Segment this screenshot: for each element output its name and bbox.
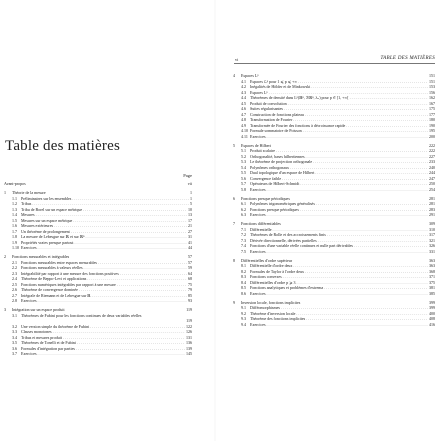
entry-page-number: 151: [429, 78, 435, 84]
entry-page-number: 59: [188, 265, 192, 270]
entry-number: 4.4: [241, 95, 246, 100]
header-rule: [234, 63, 435, 64]
entry-page-number: 200: [429, 133, 435, 139]
toc-section-entry[interactable]: [233, 249, 435, 255]
entry-page-number: 250: [429, 181, 435, 186]
entry-page-number: 180: [429, 117, 435, 122]
entry-number: 2: [4, 254, 6, 259]
entry-number: 8.1: [241, 263, 246, 268]
entry-page-number: 375: [429, 279, 435, 285]
entry-page-number: 368: [429, 268, 435, 274]
entry-page-number: 93: [188, 298, 192, 303]
running-head: TABLE DES MATIÈRES: [380, 56, 435, 61]
entry-title: Construction de fonctions plateau . . .: [250, 112, 435, 118]
entry-title: Avant-propos: [4, 181, 26, 186]
entry-number: 6.1: [241, 201, 246, 206]
entry-title: Fonctions presque périodiques . . .: [250, 207, 435, 213]
entry-title: Exercices . . .: [21, 245, 192, 251]
entry-page-number: 371: [429, 274, 435, 279]
entry-page-number: 254: [429, 186, 435, 192]
entry-title: Le théorème de projection orthogonale . . .: [250, 159, 435, 165]
entry-page-number: 64: [188, 270, 192, 276]
entry-number: 5.4: [241, 164, 246, 170]
entry-page-number: 310: [429, 226, 435, 232]
entry-title: Suites régularisantes . . .: [250, 106, 435, 112]
entry-number: 7.3: [241, 237, 246, 243]
entry-title: Fonctions mesurables à valeurs réelles . . .: [21, 265, 192, 271]
entry-number: 4.5: [241, 100, 246, 106]
entry-page-number: 131: [186, 334, 192, 340]
entry-title: Mesures sur un espace métrique . . .: [21, 218, 192, 224]
entry-title: Intégration sur un espace produit: [12, 307, 65, 312]
entry-number: 1: [4, 190, 6, 195]
entry-title: Orthogonalité, bases hilbertiennes . . .: [250, 154, 435, 160]
entry-title: Théorèmes de densité dans Lᵖ(ℝⁿ, ℬℝⁿ, λₙ) pour p ∈ [1, +∞[ . . .: [250, 95, 435, 101]
entry-page-number: 309: [429, 221, 435, 226]
entry-title: Transformée de Fourier des fonctions à décroissance rapide . . .: [250, 123, 435, 129]
entry-number: 4.8: [241, 117, 246, 122]
entry-page-number: 283: [429, 206, 435, 212]
entry-title: Exercices . . .: [250, 291, 435, 297]
entry-page-number: 381: [429, 285, 435, 290]
entry-number: 3.6: [12, 345, 17, 351]
entry-number: 2.7: [12, 292, 17, 298]
entry-title: Mesures . . .: [21, 212, 192, 218]
entry-number: 6.3: [241, 212, 246, 217]
entry-title: Théorie de la mesure: [12, 190, 46, 195]
entry-number: 3.4: [12, 334, 17, 340]
page-column-label: Page: [183, 173, 192, 178]
entry-number: 3.3: [12, 329, 17, 334]
entry-title: Différentielles d'ordre supérieur: [241, 257, 293, 263]
entry-page-number: 281: [429, 201, 435, 206]
entry-title: Intégrabilité par rapport à une mesure des fonctions positives . . .: [21, 271, 192, 277]
toc-chapter-entry[interactable]: [4, 181, 192, 187]
entry-title: Mesures extérieures . . .: [21, 223, 192, 229]
entry-title: Fonctions analytiques et problèmes d'extrema . . .: [250, 285, 435, 291]
entry-title: Produit scalaire . . .: [250, 148, 435, 154]
entry-number: 3.2: [12, 323, 17, 329]
entry-number: 8.2: [241, 268, 246, 274]
entry-title: Préliminaires sur les ensembles . . .: [21, 196, 192, 202]
entry-page-number: 119: [186, 307, 192, 312]
entry-page-number: 44: [188, 245, 192, 250]
entry-title: Inégalités de Hölder et de Minkowski . . .: [250, 84, 435, 90]
entry-title: Espaces Lᵖ . . .: [250, 90, 435, 96]
entry-title: Théorème de convergence dominée . . .: [21, 287, 192, 293]
entry-number: 1.4: [12, 212, 17, 217]
entry-title: Polynômes orthogonaux . . .: [250, 165, 435, 171]
entry-title: Exercices . . .: [250, 212, 435, 218]
entry-title: Transformation de Fourier . . .: [250, 117, 435, 123]
entry-title: Théorèmes de Rolle et des accroissements finis . . .: [250, 232, 435, 238]
toc-section-entry[interactable]: [4, 245, 192, 251]
entry-page-number: 175: [429, 106, 435, 111]
entry-title: Tribus . . .: [21, 201, 192, 207]
entry-title: Différentielle d'ordre deux . . .: [250, 263, 435, 269]
entry-page-number: 119: [186, 318, 192, 323]
entry-number: 2.4: [12, 276, 17, 281]
entry-title: Dérivée directionnelle, dérivées partielles . . .: [250, 238, 435, 244]
toc-list-left: [4, 181, 192, 357]
toc-section-entry[interactable]: [4, 298, 192, 304]
entry-number: 7.4: [241, 243, 246, 248]
entry-title: Fonctions différentiables: [241, 221, 281, 226]
entry-page-number: 400: [429, 310, 435, 316]
entry-title: Théorèmes de Tonelli et de Fubini . . .: [21, 340, 192, 346]
entry-page-number: 227: [429, 153, 435, 159]
entry-number: 1.5: [12, 217, 17, 223]
entry-number: 4: [233, 73, 235, 78]
entry-number: 3.1: [12, 312, 17, 318]
entry-number: 8: [233, 257, 235, 263]
entry-page-number: 240: [429, 164, 435, 170]
entry-page-number: 156: [429, 89, 435, 95]
entry-page-number: 126: [186, 329, 192, 334]
entry-number: 8.5: [241, 285, 246, 290]
entry-title: Formule sommatoire de Poisson . . .: [250, 128, 435, 134]
entry-number: 1.3: [12, 206, 17, 212]
entry-page-number: vii: [187, 181, 192, 186]
entry-number: 1.9: [12, 239, 17, 245]
entry-number: 1.10: [12, 245, 19, 250]
entry-number: 5.8: [241, 186, 246, 192]
entry-page-number: 399: [429, 305, 435, 310]
entry-page-number: 177: [429, 111, 435, 117]
entry-page-number: 222: [429, 142, 435, 148]
entry-page-number: 399: [429, 299, 435, 305]
entry-title: Polynômes trigonométriques généralisés . . .: [250, 201, 435, 207]
entry-title: Propriétés vraies presque partout . . .: [21, 240, 192, 246]
entry-number: 5.7: [241, 181, 246, 186]
toc-section-entry[interactable]: [4, 351, 192, 357]
entry-page-number: 85: [188, 292, 192, 298]
entry-page-number: 5: [190, 201, 192, 206]
entry-page-number: 222: [429, 148, 435, 153]
entry-page-number: 167: [429, 100, 435, 106]
entry-page-number: 136: [186, 340, 192, 345]
entry-number: 9.3: [241, 316, 246, 321]
entry-title: Difféomorphismes . . .: [250, 305, 435, 311]
entry-number: 2.3: [12, 270, 17, 276]
entry-page-number: 139: [186, 345, 192, 351]
entry-page-number: 68: [188, 276, 192, 281]
left-page: [0, 0, 200, 441]
entry-page-number: 331: [429, 248, 435, 254]
entry-number: 4.7: [241, 111, 246, 117]
entry-number: 4.2: [241, 84, 246, 89]
entry-title: Théorème d'inversion locale . . .: [250, 311, 435, 317]
entry-title: Théorème de Beppo-Levi et applications . . .: [21, 276, 192, 282]
entry-number: 3: [4, 307, 6, 312]
entry-page-number: 21: [188, 223, 192, 228]
entry-title: Une version simple du théorème de Fubini . . .: [21, 324, 192, 330]
entry-title: Fonctions mesurables entre espaces mesurables . . .: [21, 260, 192, 266]
toc-section-entry[interactable]: [233, 187, 435, 193]
entry-page-number: 233: [429, 159, 435, 164]
entry-page-number: 27: [188, 228, 192, 234]
entry-page-number: 79: [188, 287, 192, 292]
entry-number: 9.2: [241, 310, 246, 316]
entry-page-number: 363: [429, 263, 435, 268]
entry-title: Convergence faible . . .: [250, 176, 435, 182]
entry-number: 3.7: [12, 351, 17, 356]
entry-number: 7.1: [241, 226, 246, 232]
entry-page-number: 244: [429, 170, 435, 175]
book-gutter: [214, 0, 216, 441]
entry-number: 7.5: [241, 248, 246, 254]
toc-section-entry[interactable]: [4, 313, 192, 324]
entry-title: Fonctions presque périodiques: [241, 195, 290, 201]
entry-title: Exercices . . .: [21, 298, 192, 304]
entry-number: 6: [233, 195, 235, 201]
entry-title: Différentielles d'ordre p ⩾ 3 . . .: [250, 280, 435, 286]
entry-number: 1.6: [12, 223, 17, 228]
entry-number: 5.3: [241, 159, 246, 164]
entry-number: 5.6: [241, 175, 246, 181]
entry-number: 8.4: [241, 279, 246, 285]
entry-number: 1.7: [12, 228, 17, 234]
entry-title: Exercices . . .: [250, 187, 435, 193]
entry-title: Inversion locale, fonctions implicites: [241, 299, 301, 305]
entry-number: 4.11: [241, 133, 248, 139]
entry-page-number: 416: [429, 321, 435, 327]
toc-list-right: [233, 73, 435, 327]
entry-page-number: 151: [429, 73, 435, 78]
entry-number: 7.2: [241, 232, 246, 237]
entry-title: Exercices . . .: [250, 322, 435, 328]
entry-page-number: 31: [188, 234, 192, 239]
entry-title: Tribus et mesures produit . . .: [21, 335, 192, 341]
entry-number: 8.3: [241, 274, 246, 279]
entry-page-number: 321: [429, 237, 435, 243]
entry-page-number: 326: [429, 243, 435, 248]
entry-number: 4.3: [241, 89, 246, 95]
entry-title: Produit de convolution . . .: [250, 101, 435, 107]
entry-title: Différentielle . . .: [250, 227, 435, 233]
entry-number: 4.10: [241, 128, 248, 133]
entry-page-number: 122: [186, 323, 192, 329]
entry-number: 1.2: [12, 201, 17, 206]
entry-number: 2.2: [12, 265, 17, 270]
entry-title: Espaces Lᵖ: [241, 73, 259, 78]
entry-title: Fonctions d'une variable réelle continues et nulle part dérivables . . .: [250, 243, 435, 249]
entry-title: La mesure de Lebesgue sur ℝ et sur ℝⁿ . . .: [21, 234, 192, 240]
entry-number: 1.1: [12, 195, 17, 201]
entry-number: 1.8: [12, 234, 17, 239]
entry-number: 3.5: [12, 340, 17, 345]
entry-number: 2.5: [12, 281, 17, 287]
entry-title: Dual topologique d'un espace de Hilbert . . .: [250, 170, 435, 176]
entry-page-number: 1: [190, 190, 192, 195]
toc-title: Table des matières: [5, 138, 121, 154]
entry-title: Fonctions convexes . . .: [250, 274, 435, 280]
entry-title: Exercices . . .: [21, 351, 192, 357]
entry-page-number: 281: [429, 195, 435, 201]
entry-number: 5: [233, 142, 235, 148]
entry-title: Théorèmes de Fubini pour les fonctions continues de deux variables réelles: [21, 312, 142, 318]
entry-title: Formules d'intégration par parties . . .: [21, 346, 192, 352]
entry-number: 5.2: [241, 153, 246, 159]
entry-page-number: 57: [188, 254, 192, 259]
entry-page-number: 41: [188, 239, 192, 245]
entry-page-number: 17: [188, 217, 192, 223]
page-folio: vi: [235, 57, 239, 62]
entry-title: Théorème des fonctions implicites . . .: [250, 316, 435, 322]
entry-title: Exercices . . .: [250, 249, 435, 255]
entry-page-number: 145: [186, 351, 192, 356]
entry-number: 5.5: [241, 170, 246, 175]
toc-section-entry[interactable]: [233, 134, 435, 140]
entry-number: 9: [233, 299, 235, 305]
entry-number: 2.8: [12, 298, 17, 303]
entry-title: Fonctions numériques intégrables par rapport à une mesure . . .: [21, 282, 192, 288]
entry-page-number: 363: [429, 257, 435, 263]
entry-page-number: 10: [188, 206, 192, 212]
entry-page-number: 153: [429, 84, 435, 89]
entry-page-number: 162: [429, 95, 435, 100]
entry-page-number: 1: [190, 195, 192, 201]
entry-page-number: 385: [429, 290, 435, 296]
entry-number: 9.4: [241, 321, 246, 327]
toc-section-entry[interactable]: [233, 212, 435, 218]
entry-title: Espaces de Hilbert: [241, 142, 271, 148]
toc-section-entry[interactable]: [233, 291, 435, 297]
entry-title: Intégrale de Riemann et de Lebesgue sur ℝ . . .: [21, 293, 192, 299]
entry-number: 4.9: [241, 122, 246, 128]
entry-page-number: 13: [188, 212, 192, 217]
entry-number: 8.6: [241, 290, 246, 296]
entry-title: Un théorème de prolongement . . .: [21, 229, 192, 235]
entry-title: Espaces ℒᵖ pour 1 ⩽ p ⩽ +∞ . . .: [250, 79, 435, 85]
entry-title: Opérateurs de Hilbert-Schmidt . . .: [250, 181, 435, 187]
entry-number: 4.6: [241, 106, 246, 111]
entry-page-number: 57: [188, 259, 192, 265]
entry-title: Classes monotones . . .: [21, 329, 192, 335]
entry-number: 4.1: [241, 78, 246, 84]
right-page: [231, 0, 437, 441]
entry-title: Fonctions mesurables et intégrables: [12, 254, 70, 259]
entry-number: 5.1: [241, 148, 246, 153]
entry-number: 7: [233, 221, 235, 226]
entry-page-number: 195: [429, 128, 435, 133]
entry-page-number: 317: [429, 232, 435, 237]
entry-page-number: 75: [188, 281, 192, 287]
entry-page-number: 190: [429, 122, 435, 128]
entry-page-number: 408: [429, 316, 435, 321]
entry-title: Formules de Taylor à l'ordre deux . . .: [250, 269, 435, 275]
entry-title: Exercices . . .: [250, 134, 435, 140]
entry-page-number: 291: [429, 212, 435, 217]
entry-page-number: 247: [429, 175, 435, 181]
entry-number: 2.6: [12, 287, 17, 292]
entry-number: 9.1: [241, 305, 246, 310]
toc-section-entry[interactable]: [233, 322, 435, 328]
entry-number: 2.1: [12, 259, 17, 265]
entry-number: 6.2: [241, 206, 246, 212]
entry-title: Tribu de Borel sur un espace métrique . . .: [21, 207, 192, 213]
